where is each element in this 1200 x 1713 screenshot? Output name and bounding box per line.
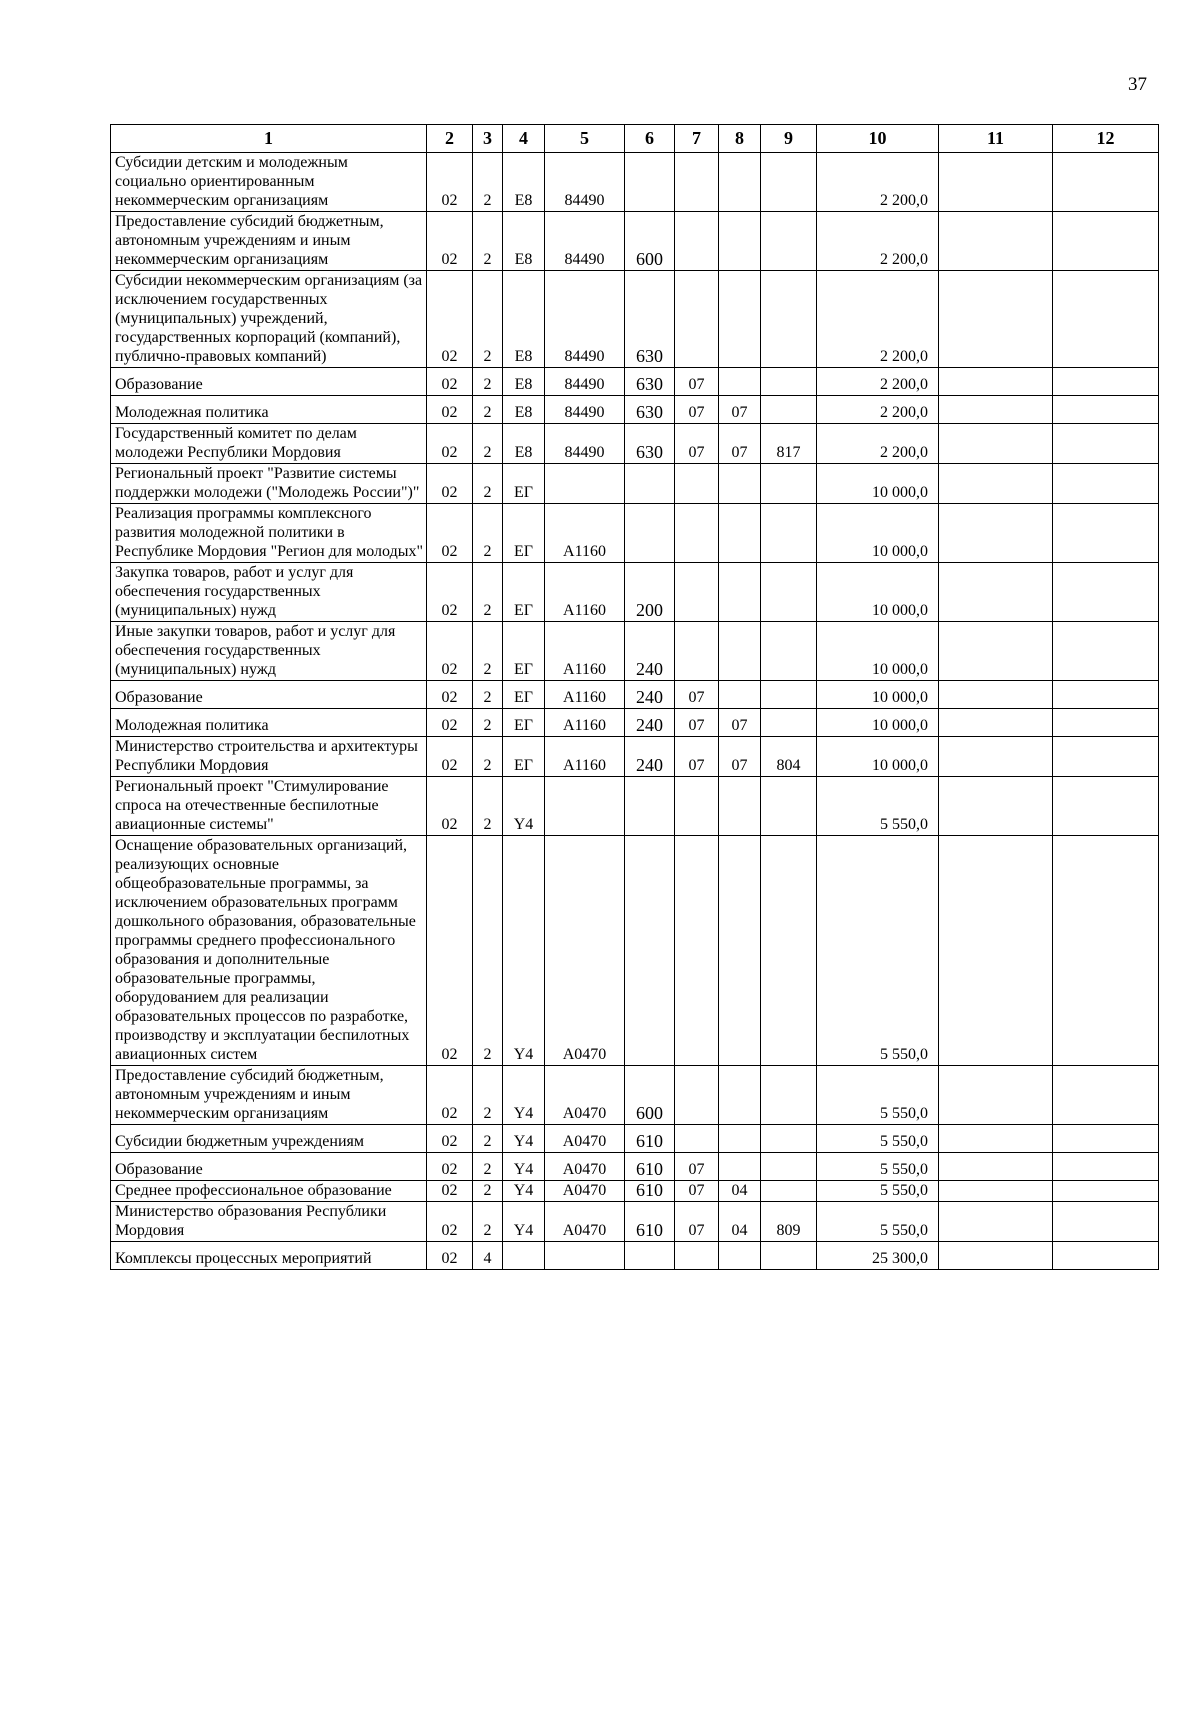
row-name: Региональный проект "Стимулирование спроса на отечественные беспилотные авиационные системы" xyxy=(111,777,427,836)
cell-col-12 xyxy=(1053,737,1159,777)
cell-col-2: 02 xyxy=(427,622,473,681)
cell-col-10: 10 000,0 xyxy=(817,681,939,709)
cell-col-10: 10 000,0 xyxy=(817,563,939,622)
cell-col-10: 2 200,0 xyxy=(817,424,939,464)
column-header: 10 xyxy=(817,125,939,153)
cell-col-6 xyxy=(625,504,675,563)
row-name: Реализация программы комплексного развития молодежной политики в Республике Мордовия "Регион для молодых" xyxy=(111,504,427,563)
cell-col-3: 2 xyxy=(473,1181,503,1202)
cell-col-5: А0470 xyxy=(545,1202,625,1242)
cell-col-7 xyxy=(675,504,719,563)
cell-col-2: 02 xyxy=(427,681,473,709)
table-row xyxy=(111,1153,1159,1181)
cell-col-11 xyxy=(939,396,1053,424)
cell-col-11 xyxy=(939,709,1053,737)
cell-col-2: 02 xyxy=(427,368,473,396)
cell-col-10: 2 200,0 xyxy=(817,396,939,424)
cell-col-9: 804 xyxy=(761,737,817,777)
cell-col-2: 02 xyxy=(427,271,473,368)
cell-col-4: ЕГ xyxy=(503,737,545,777)
table-body xyxy=(111,153,1159,1270)
cell-col-6: 600 xyxy=(625,1066,675,1125)
cell-col-5: А1160 xyxy=(545,504,625,563)
cell-col-9 xyxy=(761,271,817,368)
cell-col-11 xyxy=(939,464,1053,504)
row-name: Субсидии детским и молодежным социально ориентированным некоммерческим организациям xyxy=(111,153,427,212)
cell-col-11 xyxy=(939,1153,1053,1181)
cell-col-9 xyxy=(761,1125,817,1153)
cell-col-12 xyxy=(1053,212,1159,271)
cell-col-11 xyxy=(939,153,1053,212)
cell-col-9 xyxy=(761,1181,817,1202)
cell-col-7: 07 xyxy=(675,681,719,709)
cell-col-2: 02 xyxy=(427,212,473,271)
cell-col-12 xyxy=(1053,1125,1159,1153)
row-name: Оснащение образовательных организаций, реализующих основные общеобразовательные программы, за исключением образовательных программ дошкольного образования, образовательные программы среднего профессионального образования и дополнительные образовательные программы, оборудованием для реализации образовательных процессов по разработке, производству и эксплуатации беспилотных авиационных систем xyxy=(111,836,427,1066)
table-row xyxy=(111,681,1159,709)
cell-col-9 xyxy=(761,1242,817,1270)
cell-col-2: 02 xyxy=(427,464,473,504)
cell-col-11 xyxy=(939,1125,1053,1153)
cell-col-8: 04 xyxy=(719,1202,761,1242)
cell-col-5 xyxy=(545,1242,625,1270)
cell-col-11 xyxy=(939,1181,1053,1202)
cell-col-6: 240 xyxy=(625,709,675,737)
cell-col-6 xyxy=(625,464,675,504)
cell-col-8: 07 xyxy=(719,396,761,424)
cell-col-6 xyxy=(625,1242,675,1270)
cell-col-6: 240 xyxy=(625,737,675,777)
cell-col-9 xyxy=(761,396,817,424)
cell-col-10: 10 000,0 xyxy=(817,464,939,504)
cell-col-9 xyxy=(761,777,817,836)
cell-col-12 xyxy=(1053,777,1159,836)
page-number: 37 xyxy=(1128,74,1147,95)
table-row xyxy=(111,1202,1159,1242)
cell-col-10: 25 300,0 xyxy=(817,1242,939,1270)
cell-col-4: ЕГ xyxy=(503,622,545,681)
cell-col-12 xyxy=(1053,464,1159,504)
cell-col-10: 5 550,0 xyxy=(817,1202,939,1242)
table-row xyxy=(111,622,1159,681)
cell-col-9 xyxy=(761,563,817,622)
cell-col-5: А1160 xyxy=(545,622,625,681)
cell-col-8 xyxy=(719,504,761,563)
cell-col-5: 84490 xyxy=(545,424,625,464)
cell-col-2: 02 xyxy=(427,153,473,212)
table-row xyxy=(111,737,1159,777)
cell-col-7: 07 xyxy=(675,1181,719,1202)
cell-col-3: 2 xyxy=(473,153,503,212)
cell-col-4: ЕГ xyxy=(503,504,545,563)
cell-col-8 xyxy=(719,681,761,709)
cell-col-5 xyxy=(545,464,625,504)
cell-col-3: 2 xyxy=(473,1125,503,1153)
row-name: Региональный проект "Развитие системы поддержки молодежи ("Молодежь России")" xyxy=(111,464,427,504)
cell-col-4: Y4 xyxy=(503,1066,545,1125)
cell-col-5: А0470 xyxy=(545,1125,625,1153)
row-name: Молодежная политика xyxy=(111,709,427,737)
cell-col-8 xyxy=(719,1125,761,1153)
cell-col-7: 07 xyxy=(675,1153,719,1181)
cell-col-7: 07 xyxy=(675,709,719,737)
cell-col-7 xyxy=(675,836,719,1066)
cell-col-12 xyxy=(1053,153,1159,212)
cell-col-9: 817 xyxy=(761,424,817,464)
cell-col-12 xyxy=(1053,1181,1159,1202)
cell-col-5: 84490 xyxy=(545,396,625,424)
cell-col-8 xyxy=(719,212,761,271)
cell-col-6: 610 xyxy=(625,1181,675,1202)
cell-col-7 xyxy=(675,1066,719,1125)
cell-col-8: 04 xyxy=(719,1181,761,1202)
cell-col-7: 07 xyxy=(675,1202,719,1242)
column-header: 6 xyxy=(625,125,675,153)
cell-col-12 xyxy=(1053,1153,1159,1181)
row-name: Предоставление субсидий бюджетным, автономным учреждениям и иным некоммерческим организациям xyxy=(111,1066,427,1125)
cell-col-4: Е8 xyxy=(503,368,545,396)
cell-col-9 xyxy=(761,1153,817,1181)
cell-col-12 xyxy=(1053,1066,1159,1125)
table-row xyxy=(111,396,1159,424)
cell-col-7 xyxy=(675,153,719,212)
cell-col-10: 2 200,0 xyxy=(817,153,939,212)
cell-col-5: А0470 xyxy=(545,1153,625,1181)
cell-col-11 xyxy=(939,424,1053,464)
cell-col-4: ЕГ xyxy=(503,563,545,622)
cell-col-6: 630 xyxy=(625,424,675,464)
cell-col-5: А0470 xyxy=(545,1066,625,1125)
cell-col-3: 2 xyxy=(473,563,503,622)
row-name: Министерство образования Республики Мордовия xyxy=(111,1202,427,1242)
table-row xyxy=(111,1242,1159,1270)
row-name: Министерство строительства и архитектуры Республики Мордовия xyxy=(111,737,427,777)
cell-col-9 xyxy=(761,212,817,271)
cell-col-7 xyxy=(675,1242,719,1270)
cell-col-11 xyxy=(939,836,1053,1066)
cell-col-2: 02 xyxy=(427,424,473,464)
table-row xyxy=(111,836,1159,1066)
cell-col-6: 630 xyxy=(625,271,675,368)
cell-col-4: ЕГ xyxy=(503,464,545,504)
cell-col-6: 630 xyxy=(625,396,675,424)
cell-col-3: 2 xyxy=(473,271,503,368)
cell-col-4: ЕГ xyxy=(503,681,545,709)
cell-col-7 xyxy=(675,1125,719,1153)
cell-col-4: Y4 xyxy=(503,1153,545,1181)
cell-col-5: 84490 xyxy=(545,212,625,271)
cell-col-4: Y4 xyxy=(503,777,545,836)
cell-col-8 xyxy=(719,1066,761,1125)
cell-col-4: Y4 xyxy=(503,836,545,1066)
cell-col-2: 02 xyxy=(427,563,473,622)
cell-col-2: 02 xyxy=(427,709,473,737)
cell-col-8 xyxy=(719,836,761,1066)
cell-col-12 xyxy=(1053,424,1159,464)
column-header: 2 xyxy=(427,125,473,153)
cell-col-8 xyxy=(719,368,761,396)
cell-col-4: Y4 xyxy=(503,1125,545,1153)
cell-col-8: 07 xyxy=(719,424,761,464)
cell-col-10: 5 550,0 xyxy=(817,836,939,1066)
cell-col-4: Y4 xyxy=(503,1181,545,1202)
column-header: 12 xyxy=(1053,125,1159,153)
cell-col-7: 07 xyxy=(675,396,719,424)
cell-col-3: 2 xyxy=(473,212,503,271)
cell-col-10: 10 000,0 xyxy=(817,737,939,777)
row-name: Образование xyxy=(111,368,427,396)
cell-col-2: 02 xyxy=(427,1242,473,1270)
cell-col-2: 02 xyxy=(427,396,473,424)
cell-col-2: 02 xyxy=(427,1181,473,1202)
table-row xyxy=(111,1181,1159,1202)
column-header: 11 xyxy=(939,125,1053,153)
cell-col-11 xyxy=(939,1202,1053,1242)
cell-col-7 xyxy=(675,563,719,622)
cell-col-11 xyxy=(939,504,1053,563)
row-name: Закупка товаров, работ и услуг для обеспечения государственных (муниципальных) нужд xyxy=(111,563,427,622)
table-row xyxy=(111,368,1159,396)
cell-col-9 xyxy=(761,709,817,737)
cell-col-4: Е8 xyxy=(503,212,545,271)
cell-col-3: 2 xyxy=(473,504,503,563)
cell-col-5 xyxy=(545,777,625,836)
cell-col-2: 02 xyxy=(427,1125,473,1153)
cell-col-4: Е8 xyxy=(503,271,545,368)
cell-col-10: 2 200,0 xyxy=(817,368,939,396)
cell-col-5: А1160 xyxy=(545,737,625,777)
cell-col-12 xyxy=(1053,709,1159,737)
column-header: 9 xyxy=(761,125,817,153)
cell-col-6: 610 xyxy=(625,1153,675,1181)
cell-col-10: 10 000,0 xyxy=(817,504,939,563)
cell-col-12 xyxy=(1053,563,1159,622)
row-name: Иные закупки товаров, работ и услуг для обеспечения государственных (муниципальных) нужд xyxy=(111,622,427,681)
cell-col-10: 10 000,0 xyxy=(817,709,939,737)
cell-col-8 xyxy=(719,777,761,836)
cell-col-11 xyxy=(939,1242,1053,1270)
cell-col-11 xyxy=(939,777,1053,836)
cell-col-4: Е8 xyxy=(503,153,545,212)
cell-col-6: 200 xyxy=(625,563,675,622)
cell-col-10: 2 200,0 xyxy=(817,271,939,368)
cell-col-9 xyxy=(761,622,817,681)
cell-col-11 xyxy=(939,681,1053,709)
cell-col-3: 2 xyxy=(473,709,503,737)
cell-col-5: 84490 xyxy=(545,368,625,396)
column-header: 8 xyxy=(719,125,761,153)
cell-col-3: 2 xyxy=(473,368,503,396)
cell-col-12 xyxy=(1053,622,1159,681)
row-name: Субсидии некоммерческим организациям (за исключением государственных (муниципальных) учреждений, государственных корпораций (компаний), публично-правовых компаний) xyxy=(111,271,427,368)
cell-col-5: 84490 xyxy=(545,271,625,368)
column-header: 4 xyxy=(503,125,545,153)
cell-col-8 xyxy=(719,153,761,212)
table-row xyxy=(111,1066,1159,1125)
cell-col-10: 5 550,0 xyxy=(817,777,939,836)
cell-col-12 xyxy=(1053,836,1159,1066)
cell-col-8: 07 xyxy=(719,709,761,737)
cell-col-10: 5 550,0 xyxy=(817,1153,939,1181)
cell-col-10: 5 550,0 xyxy=(817,1066,939,1125)
table-row xyxy=(111,709,1159,737)
table-row xyxy=(111,424,1159,464)
cell-col-9 xyxy=(761,368,817,396)
table-row xyxy=(111,271,1159,368)
cell-col-6: 610 xyxy=(625,1125,675,1153)
cell-col-3: 2 xyxy=(473,622,503,681)
row-name: Образование xyxy=(111,1153,427,1181)
cell-col-11 xyxy=(939,271,1053,368)
cell-col-9 xyxy=(761,836,817,1066)
cell-col-7 xyxy=(675,622,719,681)
cell-col-12 xyxy=(1053,396,1159,424)
cell-col-7 xyxy=(675,777,719,836)
row-name: Субсидии бюджетным учреждениям xyxy=(111,1125,427,1153)
table-row xyxy=(111,464,1159,504)
table-row xyxy=(111,212,1159,271)
cell-col-8 xyxy=(719,1242,761,1270)
cell-col-3: 2 xyxy=(473,1153,503,1181)
cell-col-6: 610 xyxy=(625,1202,675,1242)
cell-col-5: А1160 xyxy=(545,563,625,622)
cell-col-6: 630 xyxy=(625,368,675,396)
cell-col-2: 02 xyxy=(427,1153,473,1181)
cell-col-12 xyxy=(1053,271,1159,368)
cell-col-6 xyxy=(625,836,675,1066)
cell-col-9 xyxy=(761,464,817,504)
budget-table xyxy=(110,124,1159,1270)
cell-col-9 xyxy=(761,1066,817,1125)
cell-col-5: А1160 xyxy=(545,681,625,709)
cell-col-4 xyxy=(503,1242,545,1270)
cell-col-10: 2 200,0 xyxy=(817,212,939,271)
cell-col-2: 02 xyxy=(427,1202,473,1242)
cell-col-2: 02 xyxy=(427,777,473,836)
cell-col-11 xyxy=(939,737,1053,777)
cell-col-5: 84490 xyxy=(545,153,625,212)
cell-col-4: Е8 xyxy=(503,424,545,464)
cell-col-12 xyxy=(1053,1202,1159,1242)
row-name: Комплексы процессных мероприятий xyxy=(111,1242,427,1270)
cell-col-9 xyxy=(761,504,817,563)
cell-col-2: 02 xyxy=(427,737,473,777)
cell-col-12 xyxy=(1053,1242,1159,1270)
cell-col-5: А0470 xyxy=(545,1181,625,1202)
cell-col-6 xyxy=(625,153,675,212)
cell-col-6: 240 xyxy=(625,622,675,681)
cell-col-12 xyxy=(1053,681,1159,709)
cell-col-3: 2 xyxy=(473,1202,503,1242)
cell-col-2: 02 xyxy=(427,1066,473,1125)
cell-col-8 xyxy=(719,271,761,368)
cell-col-10: 10 000,0 xyxy=(817,622,939,681)
cell-col-4: Y4 xyxy=(503,1202,545,1242)
cell-col-11 xyxy=(939,1066,1053,1125)
cell-col-11 xyxy=(939,563,1053,622)
cell-col-12 xyxy=(1053,504,1159,563)
cell-col-11 xyxy=(939,212,1053,271)
cell-col-7: 07 xyxy=(675,368,719,396)
cell-col-9 xyxy=(761,153,817,212)
cell-col-10: 5 550,0 xyxy=(817,1125,939,1153)
cell-col-7 xyxy=(675,271,719,368)
table-row xyxy=(111,563,1159,622)
cell-col-6: 600 xyxy=(625,212,675,271)
cell-col-6 xyxy=(625,777,675,836)
cell-col-11 xyxy=(939,368,1053,396)
column-header: 7 xyxy=(675,125,719,153)
cell-col-8: 07 xyxy=(719,737,761,777)
cell-col-3: 2 xyxy=(473,836,503,1066)
cell-col-7: 07 xyxy=(675,424,719,464)
cell-col-3: 2 xyxy=(473,1066,503,1125)
cell-col-3: 2 xyxy=(473,681,503,709)
cell-col-3: 4 xyxy=(473,1242,503,1270)
cell-col-8 xyxy=(719,622,761,681)
cell-col-9 xyxy=(761,681,817,709)
cell-col-2: 02 xyxy=(427,836,473,1066)
cell-col-6: 240 xyxy=(625,681,675,709)
cell-col-7 xyxy=(675,212,719,271)
cell-col-4: ЕГ xyxy=(503,709,545,737)
header-row xyxy=(111,125,1159,153)
cell-col-8 xyxy=(719,563,761,622)
row-name: Предоставление субсидий бюджетным, автономным учреждениям и иным некоммерческим организациям xyxy=(111,212,427,271)
cell-col-8 xyxy=(719,1153,761,1181)
table-row xyxy=(111,153,1159,212)
column-header: 3 xyxy=(473,125,503,153)
row-name: Государственный комитет по делам молодежи Республики Мордовия xyxy=(111,424,427,464)
cell-col-7 xyxy=(675,464,719,504)
cell-col-3: 2 xyxy=(473,424,503,464)
cell-col-7: 07 xyxy=(675,737,719,777)
row-name: Образование xyxy=(111,681,427,709)
row-name: Среднее профессиональное образование xyxy=(111,1181,427,1202)
row-name: Молодежная политика xyxy=(111,396,427,424)
cell-col-12 xyxy=(1053,368,1159,396)
table-row xyxy=(111,1125,1159,1153)
cell-col-8 xyxy=(719,464,761,504)
table-row xyxy=(111,777,1159,836)
cell-col-5: А0470 xyxy=(545,836,625,1066)
column-header: 1 xyxy=(111,125,427,153)
cell-col-3: 2 xyxy=(473,464,503,504)
cell-col-3: 2 xyxy=(473,737,503,777)
table-row xyxy=(111,504,1159,563)
column-header: 5 xyxy=(545,125,625,153)
cell-col-3: 2 xyxy=(473,396,503,424)
cell-col-2: 02 xyxy=(427,504,473,563)
cell-col-3: 2 xyxy=(473,777,503,836)
cell-col-4: Е8 xyxy=(503,396,545,424)
cell-col-9: 809 xyxy=(761,1202,817,1242)
cell-col-10: 5 550,0 xyxy=(817,1181,939,1202)
cell-col-5: А1160 xyxy=(545,709,625,737)
cell-col-11 xyxy=(939,622,1053,681)
